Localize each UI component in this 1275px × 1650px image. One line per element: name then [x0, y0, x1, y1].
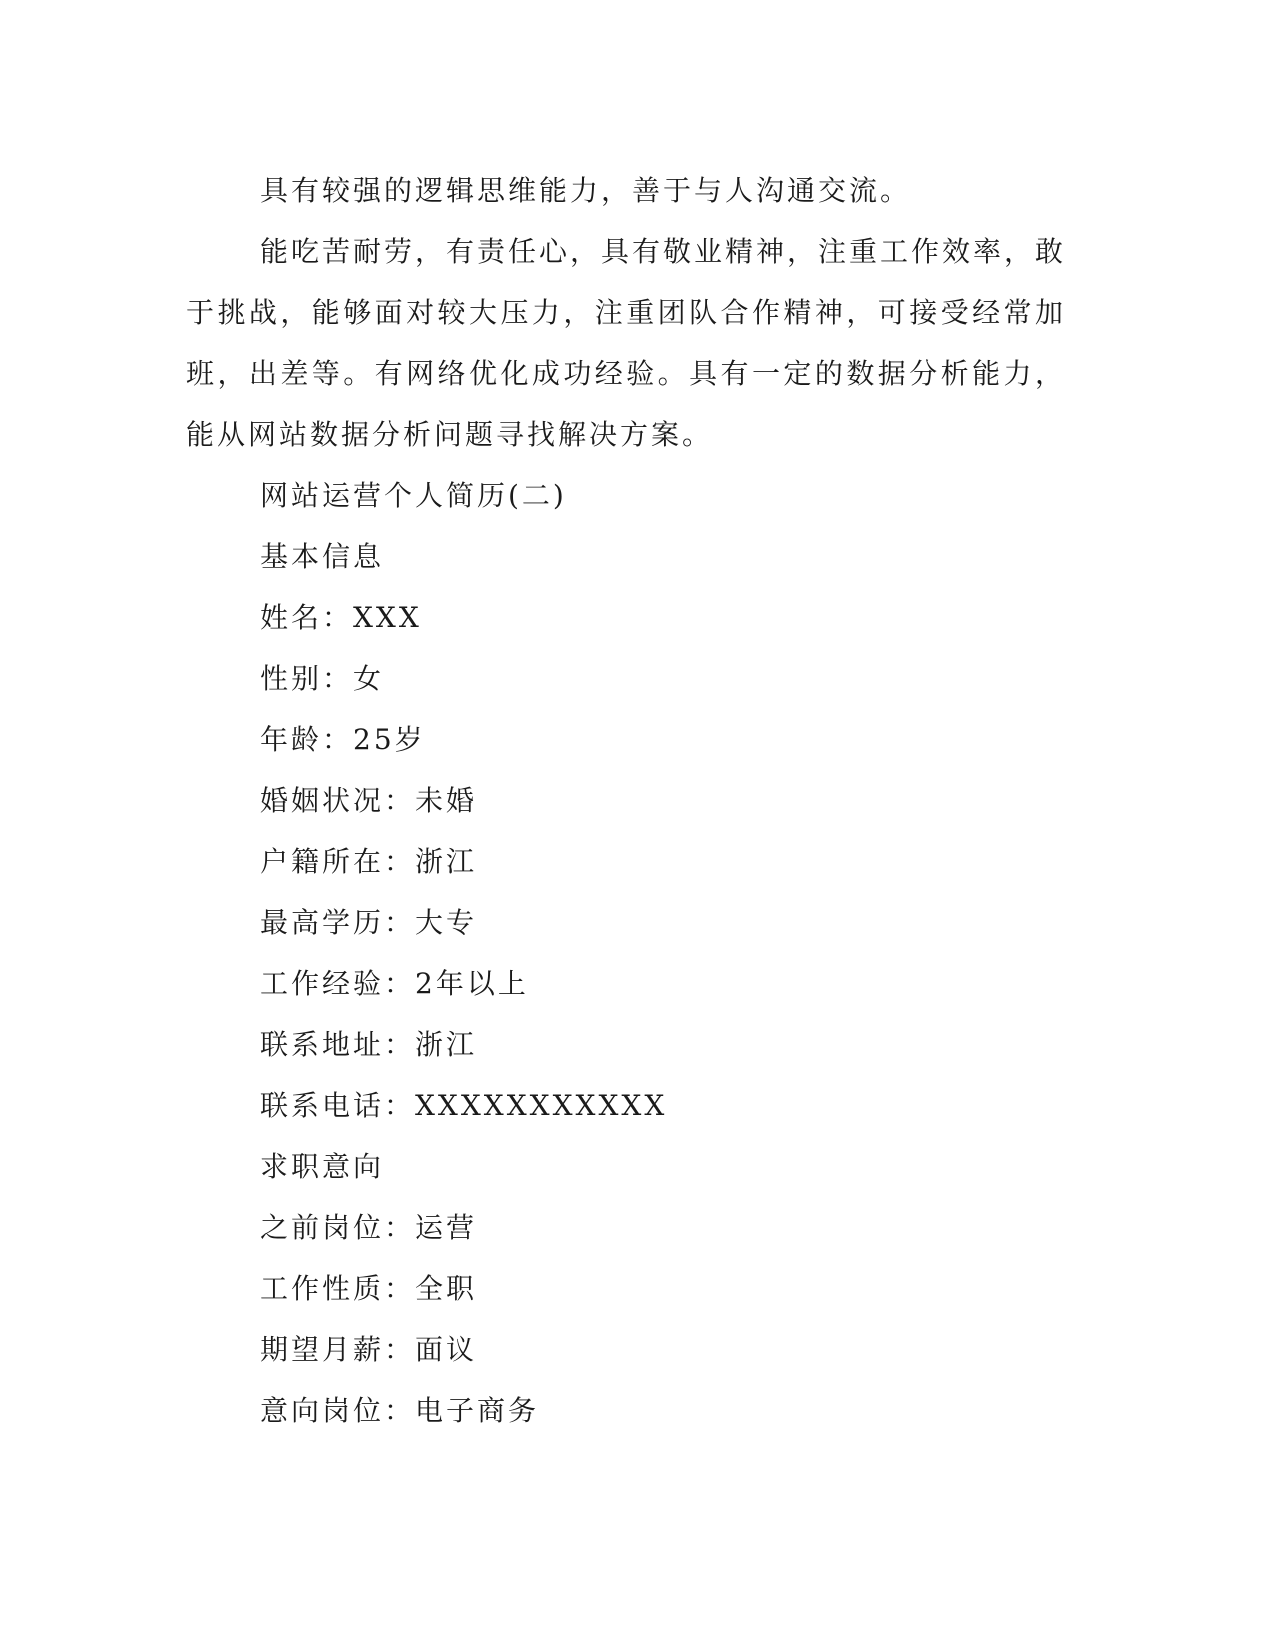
job-intention-heading: 求职意向	[260, 1150, 385, 1183]
basic-info-heading: 基本信息	[260, 540, 385, 573]
household-registration-field: 户籍所在：浙江	[260, 845, 478, 878]
phone-field: 联系电话：XXXXXXXXXXX	[260, 1089, 668, 1122]
marital-status-field: 婚姻状况：未婚	[260, 784, 478, 817]
education-field: 最高学历：大专	[260, 906, 478, 939]
expected-salary-field: 期望月薪：面议	[260, 1333, 478, 1366]
document-body	[186, 160, 1066, 1441]
address-field: 联系地址：浙江	[260, 1028, 478, 1061]
paragraph-work-attitude: 能吃苦耐劳，有责任心，具有敬业精神，注重工作效率，敢于挑战，能够面对较大压力，注重团队合作精神，可接受经常加班，出差等。有网络优化成功经验。具有一定的数据分析能力，能从网站数据分析问题寻找解决方案。	[186, 235, 1067, 451]
job-type-field: 工作性质：全职	[260, 1272, 478, 1305]
intended-position-field: 意向岗位：电子商务	[260, 1394, 540, 1427]
name-field: 姓名：XXX	[260, 601, 422, 634]
age-field: 年龄：25岁	[260, 723, 426, 756]
paragraph-communication: 具有较强的逻辑思维能力，善于与人沟通交流。	[260, 174, 912, 207]
gender-field: 性别：女	[260, 662, 385, 695]
resume-title: 网站运营个人简历(二)	[260, 479, 567, 512]
previous-position-field: 之前岗位：运营	[260, 1211, 478, 1244]
work-experience-field: 工作经验：2年以上	[260, 967, 529, 1000]
